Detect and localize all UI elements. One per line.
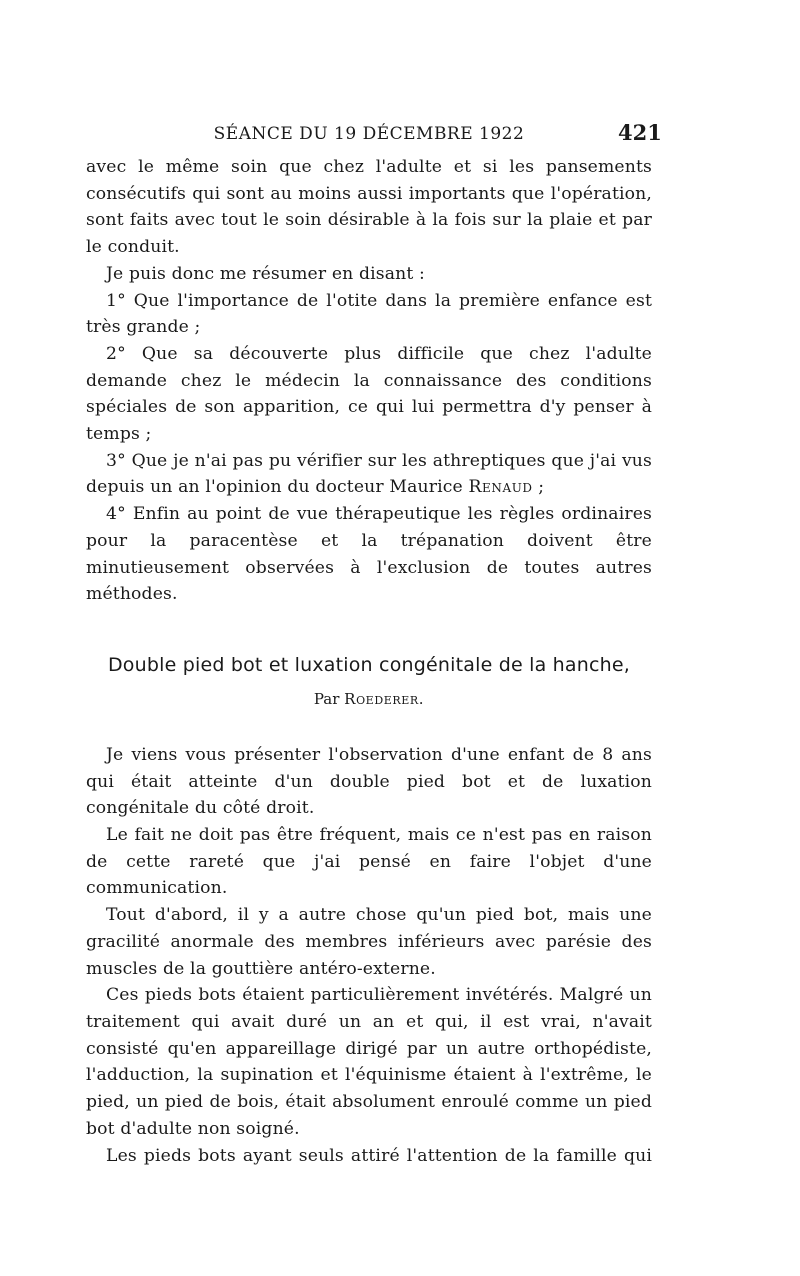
page-number: 421 <box>618 120 662 145</box>
article-paragraph-5: Les pieds bots ayant seuls attiré l'attention de la famille qui <box>106 1145 652 1166</box>
conclusion-item-3-end: ; <box>532 477 545 498</box>
running-header: SÉANCE DU 19 DÉCEMBRE 1922 <box>213 124 525 144</box>
article-title: Double pied bot et luxation congénitale de la hanche, <box>107 653 631 676</box>
paragraph-summary-intro: Je puis donc me résumer en disant : <box>106 263 425 284</box>
conclusion-item-1: 1° Que l'importance de l'otite dans la première enfance est très grande ; <box>86 290 652 338</box>
conclusion-item-3 <box>86 448 652 501</box>
byline-prefix: Par <box>313 689 345 708</box>
article-paragraph-2: Le fait ne doit pas être fréquent, mais ce n'est pas en raison de cette rareté que j'ai pensé en faire l'objet d'une communication. <box>86 825 652 899</box>
article-paragraph-3: Tout d'abord, il y a autre chose qu'un pied bot, mais une gracilité anormale des membres inférieurs avec parésie des muscles de la gouttière antéro-externe. <box>86 905 652 979</box>
paragraph-continuation: avec le même soin que chez l'adulte et si les pansements consécutifs qui sont au moins aussi importants que l'opération, sont faits avec tout le soin désirable à la fois sur la plaie et par le conduit. <box>86 157 652 258</box>
author-name-renaud: Renaud <box>468 477 533 498</box>
page-body <box>86 154 652 1169</box>
conclusion-item-2: 2° Que sa découverte plus difficile que chez l'adulte demande chez le médecin la connaissance des conditions spéciales de son apparition, ce qui lui permettra d'y penser à temps ; <box>86 343 652 445</box>
article-paragraph-4: Ces pieds bots étaient particulièrement invétérés. Malgré un traitement qui avait duré un an et qui, il est vrai, n'avait consisté qu'en appareillage dirigé par un autre orthopédiste, l'adduction, la supination et l'équinisme étaient à l'extrême, le pied, un pied de bois, était absolument enroulé comme un pied bot d'adulte non soigné. <box>86 985 652 1139</box>
conclusion-item-4: 4° Enfin au point de vue thérapeutique les règles ordinaires pour la paracentèse et la trépanation doivent être minutieusement observées à l'exclusion de toutes autres méthodes. <box>86 504 652 605</box>
article-byline <box>86 690 652 708</box>
article-paragraph-1: Je viens vous présenter l'observation d'une enfant de 8 ans qui était atteinte d'un double pied bot et de luxation congénitale du côté droit. <box>86 744 652 819</box>
conclusion-item-3-text: 3° Que je n'ai pas pu vérifier sur les athreptiques que j'ai vus depuis un an l'opinion du docteur Maurice <box>86 450 652 498</box>
article-author: Roederer. <box>344 689 425 708</box>
